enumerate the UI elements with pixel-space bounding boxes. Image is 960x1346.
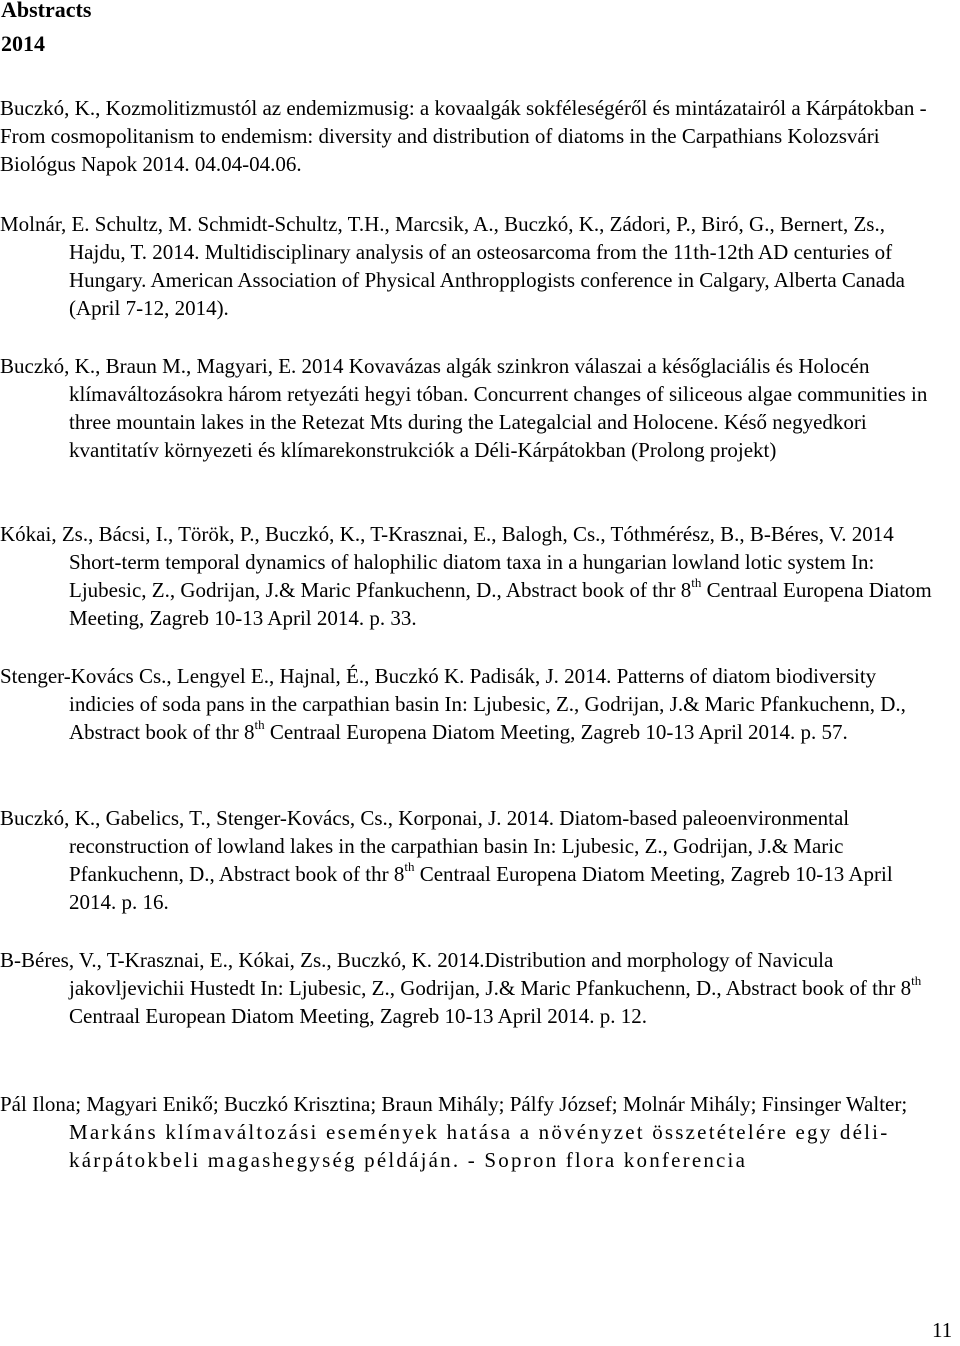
page-title: Abstracts (1, 0, 92, 22)
superscript-text: th (254, 717, 265, 732)
abstract-entry-2: Molnár, E. Schultz, M. Schmidt-Schultz, T.H., Marcsik, A., Buczkó, K., Zádori, P., Biró, G., Bernert, Zs., Hajdu, T. 2014. Multidisciplinary analysis of an osteosarcoma from the 11th-12th AD centuries of Hungary. American Association of Physical Anthropplogists conference in Calgary, Alberta Canada (April 7-12, 2014). (0, 212, 905, 320)
entry-text: B-Béres, V., T-Krasznai, E., Kókai, Zs., Buczkó, K. 2014.Distribution and morphology of Navicula jakovljevichii Hustedt In: Ljubesic, Z., Godrijan, J.& Maric Pfankuchenn, D., Abstract book of thr 8 (0, 948, 912, 1000)
entry-text: Centraal Europena Diatom Meeting, Zagreb 10-13 April 2014. p. 57. (264, 720, 848, 744)
superscript-text: th (911, 973, 922, 988)
entry-text: Buczkó, K., Gabelics, T., Stenger-Kovács, Cs., Korponai, J. 2014. Diatom-based paleoenvironmental reconstruction of lowland lakes in the carpathian basin In: Ljubesic, Z., Godrijan, J.& Maric Pfankuchenn, D., Abstract book of thr 8 (0, 806, 850, 886)
abstract-entry-1: Buczkó, K., Kozmolitizmustól az endemizmusig: a kovaalgák sokféleségéről és mintázatairól a Kárpátokban - From cosmopolitanism to endemism: diversity and distribution of diatoms in the Carpathians Kolozsvári Biológus Napok 2014. 04.04-04.06. (0, 96, 927, 176)
entry-text: Stenger-Kovács Cs., Lengyel E., Hajnal, É., Buczkó K. Padisák, J. 2014. Patterns of diatom biodiversity indicies of soda pans in the carpathian basin In: Ljubesic, Z., Godrijan, J.& Maric Pfankuchenn, D., Abstract book of thr 8 (0, 664, 906, 744)
entry-text: Kókai, Zs., Bácsi, I., Török, P., Buczkó, K., T-Krasznai, E., Balogh, Cs., Tóthmérész, B., B-Béres, V. 2014 Short-term temporal dynamics of halophilic diatom taxa in a hungarian lowland lotic system In: Ljubesic, Z., Godrijan, J.& Maric Pfankuchenn, D., Abstract book of thr 8 (0, 522, 894, 602)
entry-text: Centraal Europena Diatom Meeting, Zagreb 10-13 April 2014. p. 16. (69, 862, 893, 914)
entry-spaced-text: Markáns klímaváltozási események hatása a növényzet összetételére egy déli-kárpátokbeli magashegység példáján. - Sopron flora konferencia (69, 1120, 890, 1172)
page-number: 11 (932, 1318, 953, 1342)
abstract-entry-6 (0, 804, 944, 916)
abstract-entry-4 (0, 520, 944, 632)
abstract-entry-3: Buczkó, K., Braun M., Magyari, E. 2014 Kovavázas algák szinkron válaszai a későglaciális és Holocén klímaváltozásokra három retyezáti hegyi tóban. Concurrent changes of siliceous algae communities in three mountain lakes in the Retezat Mts during the Lategalcial and Holocene. Késő negyedkori kvantitatív környezeti és klímarekonstrukciók a Déli-Kárpátokban (Prolong projekt) (0, 354, 928, 462)
entry-text: Pál Ilona; Magyari Enikő; Buczkó Krisztina; Braun Mihály; Pálfy József; Molnár Mihály; Finsinger Walter; (0, 1092, 908, 1116)
superscript-text: th (404, 859, 415, 874)
abstract-entry-5 (0, 662, 944, 746)
entry-text: Centraal Europena Diatom Meeting, Zagreb 10-13 April 2014. p. 33. (69, 578, 932, 630)
year-heading: 2014 (1, 31, 45, 56)
abstract-entry-7 (0, 946, 944, 1030)
abstract-entry-8 (0, 1090, 944, 1174)
entry-text: Centraal European Diatom Meeting, Zagreb 10-13 April 2014. p. 12. (69, 1004, 647, 1028)
superscript-text: th (691, 575, 702, 590)
